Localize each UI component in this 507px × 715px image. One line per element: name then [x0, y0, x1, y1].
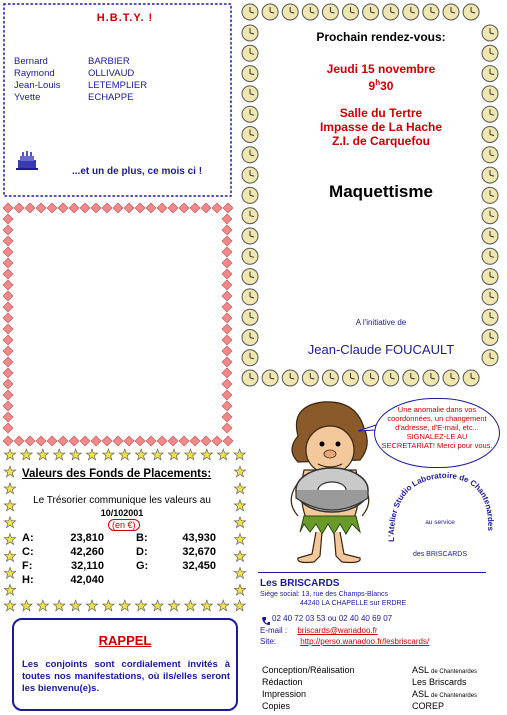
- star-ornament: [201, 449, 212, 460]
- diamond-ornament: [222, 346, 232, 356]
- location-line: Z.I. de Carquefou: [331, 134, 430, 148]
- credit-author: Les Briscards: [412, 677, 467, 687]
- fund-value: 42,040: [70, 574, 104, 586]
- credit-author: ASL de Chantenardes: [412, 689, 478, 699]
- fund-label: A:: [22, 532, 34, 544]
- diamond-ornament: [212, 203, 222, 213]
- diamond-ornament: [47, 436, 57, 446]
- fund-value: 42,260: [70, 546, 104, 558]
- member-last-name: ECHAPPE: [88, 92, 134, 103]
- diamond-ornament: [190, 436, 200, 446]
- fund-value: 32,670: [182, 546, 216, 558]
- diamond-ornament: [222, 335, 232, 345]
- star-ornament: [234, 483, 245, 494]
- star-ornament: [119, 600, 130, 611]
- star-ornament: [4, 517, 15, 528]
- credit-author: COREP: [412, 701, 445, 711]
- diamond-ornament: [80, 203, 90, 213]
- diamond-ornament: [3, 335, 13, 345]
- atelier-stamp: [382, 470, 497, 567]
- org-site-row: [260, 637, 429, 646]
- fonds-unit-badge: (en €): [108, 519, 140, 531]
- star-ornament: [234, 584, 245, 595]
- member-first-name: Yvette: [14, 92, 41, 103]
- diamond-ornament: [3, 313, 13, 323]
- star-ornament: [4, 567, 15, 578]
- star-ornament: [234, 600, 245, 611]
- diamond-ornament: [222, 324, 232, 334]
- rappel-text: Les conjoints sont cordialement invités à toutes nos manifestations, où ils/elles seront les bienvenu(e)s.: [22, 659, 230, 694]
- star-ornament: [218, 449, 229, 460]
- credit-role: Conception/Réalisation: [262, 665, 355, 675]
- org-city: 44240 LA CHAPELLE sur ERDRE: [300, 600, 407, 607]
- diamond-ornament: [3, 423, 13, 433]
- org-name: Les BRISCARDS: [260, 578, 340, 589]
- star-ornament: [54, 600, 65, 611]
- note-pointer: [358, 420, 378, 438]
- diamond-ornament: [222, 379, 232, 389]
- diamond-ornament: [36, 436, 46, 446]
- diamond-ornament: [223, 436, 233, 446]
- star-ornament: [4, 500, 15, 511]
- diamond-ornament: [3, 280, 13, 290]
- fund-label: B:: [136, 532, 148, 544]
- diamond-ornament: [179, 203, 189, 213]
- diamond-ornament: [222, 247, 232, 257]
- diamond-ornament: [69, 436, 79, 446]
- diamond-ornament: [3, 225, 13, 235]
- diamond-ornament: [47, 203, 57, 213]
- diamond-ornament: [3, 291, 13, 301]
- diamond-ornament: [91, 203, 101, 213]
- star-ornament: [4, 466, 15, 477]
- diamond-ornament: [58, 203, 68, 213]
- star-ornament: [4, 600, 15, 611]
- diamond-ornament: [3, 302, 13, 312]
- diamond-ornament: [222, 225, 232, 235]
- member-first-name: Bernard: [14, 56, 48, 67]
- star-ornament: [136, 449, 147, 460]
- star-ornament: [234, 517, 245, 528]
- member-last-name: BARBIER: [88, 56, 130, 67]
- email-label: E-mail :: [260, 626, 288, 635]
- diamond-ornament: [3, 412, 13, 422]
- star-ornament: [21, 600, 32, 611]
- star-ornament: [103, 449, 114, 460]
- diamond-ornament: [157, 203, 167, 213]
- star-ornament: [4, 551, 15, 562]
- diamond-ornament: [222, 368, 232, 378]
- star-ornament: [103, 600, 114, 611]
- diamond-ornament: [3, 390, 13, 400]
- fund-label: H:: [22, 574, 34, 586]
- org-email-row: [260, 626, 378, 635]
- star-ornament: [86, 600, 97, 611]
- diamond-ornament: [3, 247, 13, 257]
- credit-role: Rédaction: [262, 677, 303, 687]
- star-ornament: [234, 466, 245, 477]
- star-ornament: [185, 449, 196, 460]
- diamond-ornament: [14, 203, 24, 213]
- diamond-ornament: [25, 436, 35, 446]
- diamond-ornament: [102, 436, 112, 446]
- star-ornament: [218, 600, 229, 611]
- diamond-ornament: [124, 203, 134, 213]
- address-change-note: Une anomalie dans vos coordonnées, un changement d'adresse, d'E-mail, etc... SIGNALEZ-LE AU SECRETARIAT! Merci pour vous.: [374, 398, 500, 468]
- diamond-ornament: [3, 401, 13, 411]
- fund-value: 23,810: [70, 532, 104, 544]
- fund-label: C:: [22, 546, 34, 558]
- diamond-ornament: [222, 291, 232, 301]
- initiative-label: A l'initiative de: [355, 318, 407, 327]
- star-ornament: [234, 567, 245, 578]
- diamond-ornament: [222, 302, 232, 312]
- star-ornament: [4, 584, 15, 595]
- rendezvous-location: [262, 106, 500, 148]
- member-last-name: LETEMPLIER: [88, 80, 148, 91]
- star-ornament: [168, 600, 179, 611]
- star-ornament: [37, 449, 48, 460]
- diamond-ornament: [3, 436, 13, 446]
- diamond-ornament: [3, 346, 13, 356]
- site-label: Site:: [260, 637, 277, 646]
- diamond-ornament: [222, 390, 232, 400]
- star-ornament: [234, 551, 245, 562]
- hbty-tagline: ...et un de plus, ce mois ci !: [72, 166, 203, 177]
- star-ornament: [54, 449, 65, 460]
- star-ornament: [152, 449, 163, 460]
- star-ornament: [70, 449, 81, 460]
- location-line: Impasse de La Hache: [319, 120, 443, 134]
- diamond-ornament: [222, 269, 232, 279]
- diamond-ornament: [135, 203, 145, 213]
- email-link[interactable]: briscards@wanadoo.fr: [297, 626, 378, 635]
- star-ornament: [70, 600, 81, 611]
- org-separator: [258, 572, 486, 573]
- star-ornament: [168, 449, 179, 460]
- diamond-ornament: [3, 258, 13, 268]
- org-address: Siège social: 13, rue des Champs-Blancs: [260, 591, 389, 598]
- diamond-ornament: [3, 324, 13, 334]
- diamond-ornament: [222, 423, 232, 433]
- fonds-intro: Le Trésorier communique les valeurs au: [33, 495, 211, 506]
- fund-label: G:: [136, 560, 149, 572]
- diamond-ornament: [222, 258, 232, 268]
- stamp-center-text: au service: [425, 519, 455, 526]
- diamond-ornament: [135, 436, 145, 446]
- credit-role: Impression: [262, 689, 307, 699]
- diamond-ornament: [222, 236, 232, 246]
- diamond-ornament: [80, 436, 90, 446]
- diamond-ornament: [146, 436, 156, 446]
- rendezvous-time: 9$^h$30: [368, 78, 394, 93]
- member-last-name: OLLIVAUD: [88, 68, 135, 79]
- diamond-ornament: [3, 357, 13, 367]
- diamond-ornament: [102, 203, 112, 213]
- diamond-ornament: [113, 436, 123, 446]
- diamond-ornament: [113, 203, 123, 213]
- rendezvous-datetime: [262, 62, 500, 93]
- member-first-name: Raymond: [14, 68, 55, 79]
- diamond-ornament: [3, 236, 13, 246]
- star-ornament: [185, 600, 196, 611]
- diamond-ornament: [3, 379, 13, 389]
- rappel-title: RAPPEL: [98, 633, 152, 648]
- diamond-ornament: [201, 436, 211, 446]
- diamond-ornament: [212, 436, 222, 446]
- member-first-name: Jean-Louis: [14, 80, 61, 91]
- diamond-ornament: [190, 203, 200, 213]
- star-ornament: [234, 500, 245, 511]
- diamond-ornament: [58, 436, 68, 446]
- diamond-ornament: [14, 436, 24, 446]
- star-ornament: [201, 600, 212, 611]
- diamond-ornament: [3, 214, 13, 224]
- fund-value: 32,110: [70, 560, 104, 572]
- diamond-ornament: [222, 401, 232, 411]
- diamond-ornament: [25, 203, 35, 213]
- star-ornament: [234, 449, 245, 460]
- rendezvous-title: Prochain rendez-vous:: [316, 30, 446, 44]
- diamond-ornament: [222, 357, 232, 367]
- site-link[interactable]: http://perso.wanadoo.fr/lesbriscards/: [300, 637, 430, 646]
- star-ornament: [152, 600, 163, 611]
- fonds-date: 10/102001: [100, 508, 144, 518]
- star-ornament: [4, 483, 15, 494]
- star-ornament: [21, 449, 32, 460]
- cake-icon: [16, 150, 38, 177]
- star-ornament: [234, 534, 245, 545]
- diamond-ornament: [69, 203, 79, 213]
- rendezvous-date: Jeudi 15 novembre: [326, 62, 436, 76]
- org-phone: 02 40 72 03 53 ou 02 40 40 69 07: [272, 614, 393, 623]
- diamond-ornament: [3, 269, 13, 279]
- diamond-ornament: [36, 203, 46, 213]
- diamond-ornament: [179, 436, 189, 446]
- diamond-ornament: [222, 412, 232, 422]
- star-ornament: [86, 449, 97, 460]
- diamond-ornament: [168, 436, 178, 446]
- credit-author: ASL de Chantenardes: [412, 665, 478, 675]
- stamp-arc-text: L'Atelier Studio Laboratoire de Chantenardes: [386, 470, 496, 542]
- star-ornament: [4, 449, 15, 460]
- diamond-ornament: [91, 436, 101, 446]
- fund-value: 32,450: [182, 560, 216, 572]
- diamond-ornament: [222, 313, 232, 323]
- diamond-ornament: [146, 203, 156, 213]
- fonds-title: Valeurs des Fonds de Placements:: [22, 468, 212, 480]
- diamond-ornament: [124, 436, 134, 446]
- diamond-ornament: [168, 203, 178, 213]
- fund-label: D:: [136, 546, 148, 558]
- diamond-ornament: [223, 203, 233, 213]
- location-line: Salle du Tertre: [339, 106, 423, 120]
- diamond-ornament: [201, 203, 211, 213]
- hbty-title: H.B.T.Y. !: [96, 12, 154, 24]
- organizer-name: Jean-Claude FOUCAULT: [307, 342, 455, 357]
- star-ornament: [37, 600, 48, 611]
- diamond-ornament: [222, 280, 232, 290]
- star-ornament: [4, 534, 15, 545]
- star-ornament: [119, 449, 130, 460]
- rendezvous-theme: Maquettisme: [329, 182, 433, 201]
- fund-value: 43,930: [182, 532, 216, 544]
- svg-text:L'Atelier Studio Laboratoire d: [387, 471, 495, 542]
- diamond-ornament: [222, 214, 232, 224]
- star-ornament: [136, 600, 147, 611]
- stamp-bottom-text: des BRISCARDS: [412, 551, 468, 558]
- credit-role: Copies: [262, 701, 291, 711]
- diamond-ornament: [3, 203, 13, 213]
- diamond-ornament: [157, 436, 167, 446]
- fund-label: F:: [22, 560, 33, 572]
- diamond-ornament: [3, 368, 13, 378]
